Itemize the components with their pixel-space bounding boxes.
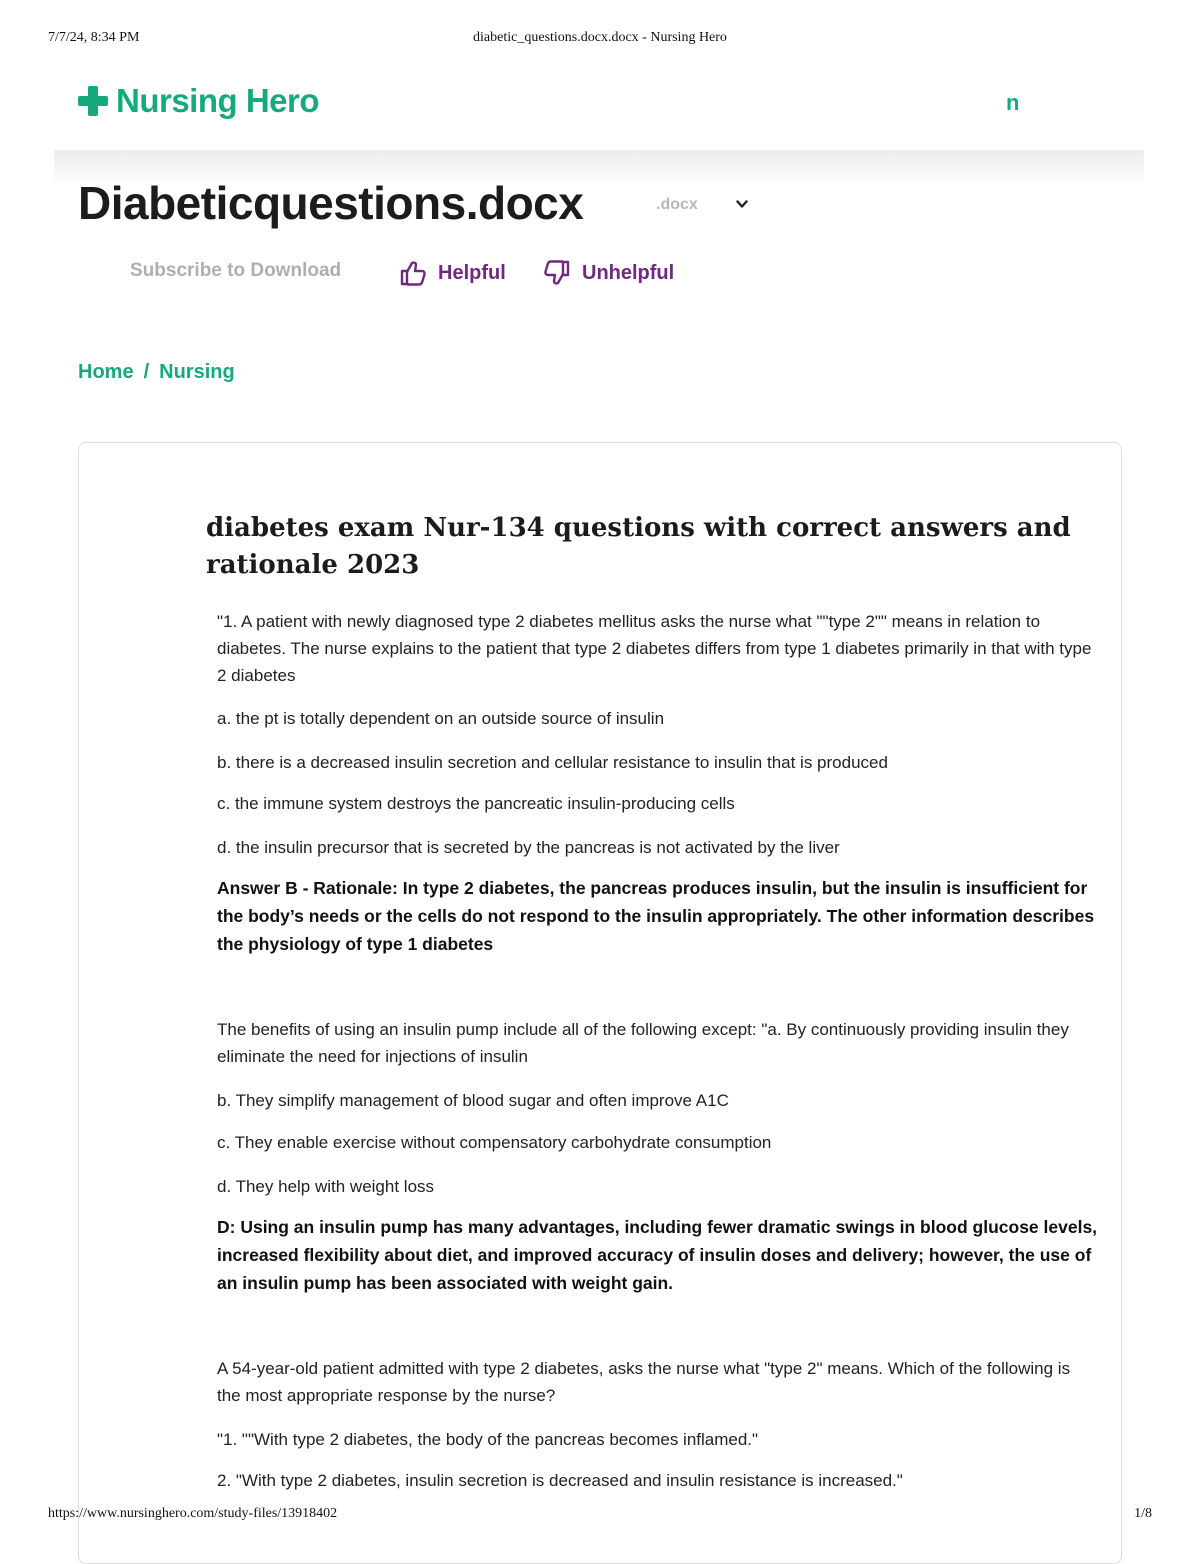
print-document-title: diabetic_questions.docx.docx - Nursing Hero — [473, 30, 727, 45]
breadcrumb-nursing[interactable]: Nursing — [159, 361, 235, 383]
print-footer — [48, 1506, 1152, 1526]
q1-option-c: c. the immune system destroys the pancreatic insulin-producing cells — [217, 794, 735, 813]
unhelpful-label: Unhelpful — [582, 261, 675, 284]
site-logo[interactable] — [78, 82, 319, 120]
q2-option-d: d. They help with weight loss — [217, 1177, 435, 1196]
print-url: https://www.nursinghero.com/study-files/13918402 — [48, 1506, 338, 1521]
q2-answer: D: Using an insulin pump has many advantages, including fewer dramatic swings in blood glucose levels, increased flexibility about diet, and improved accuracy of insulin doses and delivery; however, the use of an insulin pump has been associated with weight gain. — [217, 1217, 1098, 1293]
extension-badge: .docx — [656, 196, 698, 213]
q2-option-b: b. They simplify management of blood sugar and often improve A1C — [217, 1091, 729, 1110]
breadcrumb-separator: / — [143, 361, 150, 383]
q3-option-2: 2. "With type 2 diabetes, insulin secretion is decreased and insulin resistance is increased." — [217, 1471, 903, 1490]
q1-option-b: b. there is a decreased insulin secretion and cellular resistance to insulin that is produced — [217, 753, 888, 772]
print-page-number: 1/8 — [1134, 1506, 1152, 1521]
site-header — [54, 70, 1144, 150]
subscribe-button[interactable]: Subscribe to Download — [130, 260, 342, 281]
thumbs-down-icon — [542, 258, 572, 288]
q2-question: The benefits of using an insulin pump include all of the following except: "a. By continuously providing insulin they eliminate the need for injections of insulin — [217, 1020, 1069, 1066]
print-datetime: 7/7/24, 8:34 PM — [48, 30, 140, 45]
chevron-down-icon[interactable] — [736, 198, 748, 210]
thumbs-up-icon — [398, 258, 428, 288]
q1-question: "1. A patient with newly diagnosed type 2 diabetes mellitus asks the nurse what ""type 2"" means in relation to diabetes. The nurse explains to the patient that type 2 diabetes differs from type 1 diabetes primarily in that with type 2 diabetes — [217, 612, 1092, 685]
helpful-label: Helpful — [438, 261, 506, 284]
q2-option-c: c. They enable exercise without compensatory carbohydrate consumption — [217, 1133, 772, 1152]
nav-partial-item[interactable]: n — [1006, 90, 1020, 115]
document-title: Diabeticquestions.docx — [78, 177, 584, 229]
unhelpful-button[interactable] — [542, 258, 674, 288]
q1-option-a: a. the pt is totally dependent on an outside source of insulin — [217, 709, 665, 728]
logo-text: Nursing Hero — [116, 82, 320, 119]
breadcrumb — [78, 361, 235, 384]
helpful-button[interactable] — [398, 258, 506, 288]
q1-option-d: d. the insulin precursor that is secreted by the pancreas is not activated by the liver — [217, 838, 840, 857]
q3-question: A 54-year-old patient admitted with type 2 diabetes, asks the nurse what "type 2" means. Which of the following is the most appropriate response by the nurse? — [217, 1359, 1071, 1405]
print-header — [48, 30, 1152, 50]
q3-option-1: "1. ""With type 2 diabetes, the body of the pancreas becomes inflamed." — [217, 1430, 759, 1449]
breadcrumb-home[interactable]: Home — [78, 361, 134, 383]
plus-cross-icon — [78, 86, 108, 116]
document-heading: diabetes exam Nur-134 questions with correct answers and rationale 2023 — [206, 513, 1071, 580]
q1-answer: Answer B - Rationale: In type 2 diabetes, the pancreas produces insulin, but the insulin is insufficient for the body’s needs or the cells do not respond to the insulin appropriately. The other information describes the physiology of type 1 diabetes — [217, 878, 1095, 954]
